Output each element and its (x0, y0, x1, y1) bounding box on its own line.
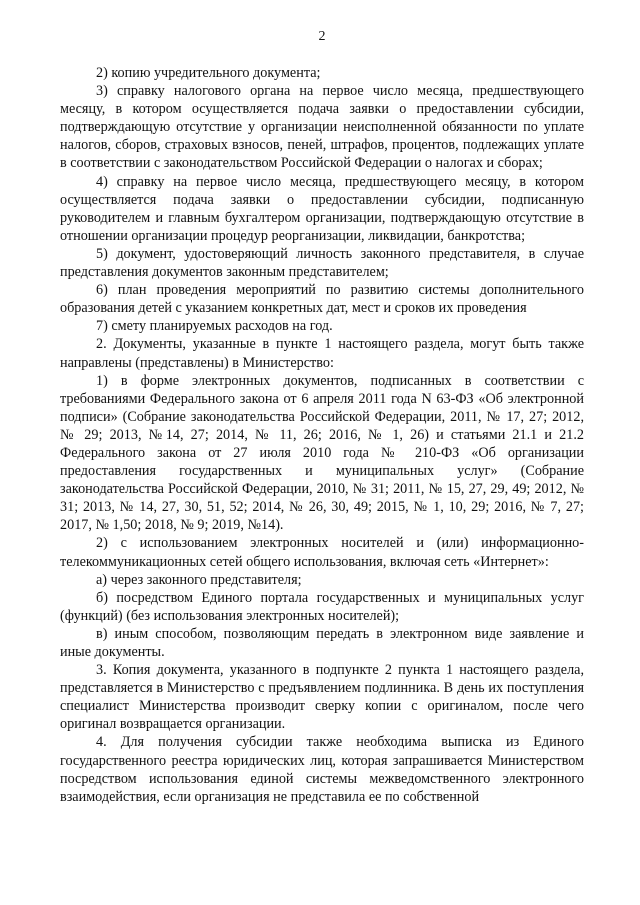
paragraph-subitem-1-electronic: 1) в форме электронных документов, подписанных в соответствии с требованиями Федерального закона от 6 апреля 2011 года N 63-ФЗ «Об электронной подписи» (Собрание законодательства Российской Федерации, 2011, № 17, 27; 2012, № 29; 2013, №14, 27; 2014, № 11, 26; 2016, № 1, 26) и статьями 21.1 и 21.2 Федерального закона от 27 июля 2010 года № 210-ФЗ «Об организации предоставления государственных и муниципальных услуг» (Собрание законодательства Российской Федерации, 2010, № 31; 2011, № 15, 27, 29, 49; 2012, № 31; 2013, № 14, 27, 30, 51, 52; 2014, № 26, 30, 49; 2015, № 1, 10, 29; 2016, № 7, 27; 2017, № 1,50; 2018, № 9; 2019, №14). (60, 372, 584, 534)
paragraph-item-2: 2) копию учредительного документа; (96, 65, 321, 81)
paragraph-section-3: 3. Копия документа, указанного в подпункте 2 пункта 1 настоящего раздела, представляется в Министерство с предъявлением подлинника. В день их поступления специалист Министерства производит сверку копии с оригиналом, после чего оригинал возвращается организации. (60, 662, 584, 733)
paragraph-item-4: 4) справку на первое число месяца, предшествующего месяцу, в котором осуществляется подача заявки о предоставлении субсидии, подписанную руководителем и главным бухгалтером организации, подтверждающую отсутствие в отношении организации процедур реорганизации, ликвидации, банкротства; (60, 173, 584, 244)
paragraph-section-4: 4. Для получения субсидии также необходима выписка из Единого государственного реестра юридических лиц, которая запрашивается Министерством посредством использования единой системы межведомственного электронного взаимодействия, если организация не представила ее по собственной (60, 734, 584, 805)
paragraph-subitem-v: в) иным способом, позволяющим передать в электронном виде заявление и иные документы. (60, 625, 584, 660)
paragraph-section-2: 2. Документы, указанные в пункте 1 настоящего раздела, могут быть также направлены (представлены) в Министерство: (60, 336, 584, 371)
paragraph-item-5: 5) документ, удостоверяющий личность законного представителя, в случае представления документов законным представителем; (60, 245, 584, 281)
paragraph-subitem-b: б) посредством Единого портала государственных и муниципальных услуг (функций) (без использования электронных носителей); (60, 589, 584, 624)
paragraph-item-3: 3) справку налогового органа на первое число месяца, предшествующего месяцу, в котором осуществляется подача заявки о предоставлении субсидии, подтверждающую отсутствие у организации неисполненной обязанности по уплате налогов, сборов, страховых взносов, пеней, штрафов, процентов, подлежащих уплате в соответствии с законодательством Российской Федерации о налогах и сборах; (60, 83, 584, 172)
paragraph-subitem-a: а) через законного представителя; (96, 571, 302, 588)
paragraph-item-7: 7) смету планируемых расходов на год. (96, 318, 333, 335)
page-number: 2 (318, 29, 326, 44)
paragraph-item-6: 6) план проведения мероприятий по развитию системы дополнительного образования детей с указанием конкретных дат, мест и сроков их проведения (60, 282, 584, 317)
paragraph-subitem-2-media: 2) с использованием электронных носителей и (или) информационно-телекоммуникационных сетей общего использования, включая сеть «Интернет»: (60, 535, 584, 570)
